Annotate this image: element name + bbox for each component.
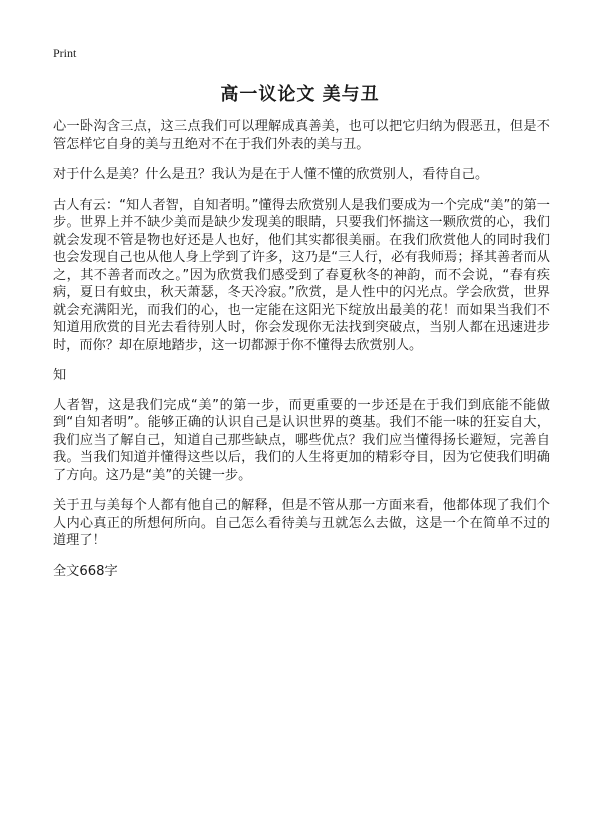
word-count: 全文668字 xyxy=(53,563,118,579)
paragraph: 对于什么是美？什么是丑？我认为是在于人懂不懂的欣赏别人，看待自己。 xyxy=(53,167,489,182)
print-link[interactable]: Print xyxy=(53,46,77,60)
paragraph: 人者智，这是我们完成“美”的第一步，而更重要的一步还是在于我们到底能不能做到“自知者明”。能够正确的认识自己是认识世界的奠基。我们不能一味的狂妄自大，我们应当了解自己，知道自己那些缺点，哪些优点？我们应当懂得扬长避短，完善自我。当我们知道并懂得这些以后，我们的人生将更加的精彩夺目，因为它使我们明确了方向。这乃是“美”的关键一步。 xyxy=(53,397,550,483)
page-title: 高一议论文 美与丑 xyxy=(220,84,380,105)
article-body xyxy=(53,118,550,580)
paragraph: 心一卧沟含三点，这三点我们可以理解成真善美，也可以把它归纳为假恶丑，但是不管怎样它自身的美与丑绝对不在于我们外表的美与丑。 xyxy=(53,119,550,152)
paragraph: 关于丑与美每个人都有他自己的解释，但是不管从那一方面来看，他都体现了我们个人内心真正的所想何所向。自己怎么看待美与丑就怎么去做，这是一个在简单不过的道理了！ xyxy=(53,498,550,548)
paragraph: 古人有云：“知人者智，自知者明。”懂得去欣赏别人是我们要成为一个完成“美”的第一步。世界上并不缺少美而是缺少发现美的眼睛，只要我们怀揣这一颗欣赏的心，我们就会发现不管是物也好还是人也好，他们其实都很美丽。在我们欣赏他人的同时我们也会发现自己也从他人身上学到了许多，这乃是“三人行，必有我师焉；择其善者而从之，其不善者而改之。”因为欣赏我们感受到了春夏秋冬的神韵，而不会说，“春有疾病，夏日有蚊虫，秋天萧瑟，冬天冷寂。”欣赏，是人性中的闪光点。学会欣赏，世界就会充满阳光，而我们的心，也一定能在这阳光下绽放出最美的花！而如果当我们不知道用欣赏的目光去看待别人时，你会发现你无法找到突破点，当别人都在迅速进步时，而你？却在原地踏步，这一切都源于你不懂得去欣赏别人。 xyxy=(53,197,550,353)
section-heading: 知 xyxy=(53,368,67,383)
